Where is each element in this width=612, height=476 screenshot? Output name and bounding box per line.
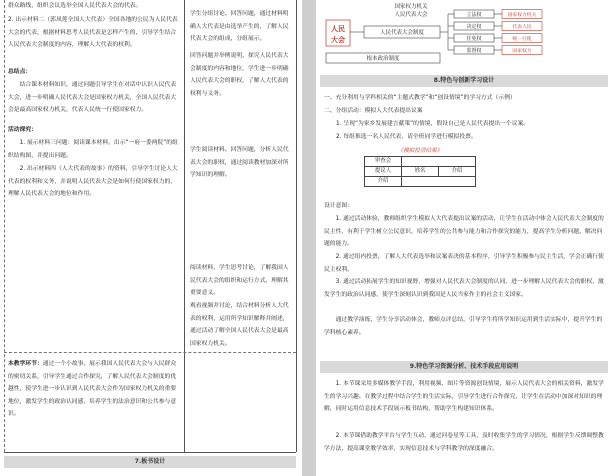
- design-heading: 设计意图：: [324, 203, 353, 209]
- diagram-power-3: [448, 34, 494, 42]
- student-activity-4: 阅读材料，学生思考讨论，了解我国人民代表大会的组织和运行方式，理解其重要意义。: [190, 265, 289, 296]
- table-cell: 姓名: [402, 167, 439, 177]
- table-right-border: [296, 0, 297, 452]
- table-row: [365, 157, 476, 167]
- table-left-border: [4, 0, 5, 452]
- table-column-divider: [184, 0, 185, 452]
- student-activity-2: 回答问题并举例说明，探究人民代表大会制度的内容和地位，学生进一步明确人民代表大会的职权，了解人大代表的权利与义务。: [190, 53, 289, 97]
- diagram-right-label: 国家权力机关: [507, 13, 537, 18]
- diagram-power-label: 任免权: [466, 36, 482, 42]
- diagram-power-label: 立法权: [466, 12, 482, 18]
- table-row: [365, 177, 476, 187]
- student-activity-5: 观看视频并讨论，结合材料分析人大代表的权利，运用所学知识解释并阐述，通过活动了解全国人民代表大会是最高国家权力机关。: [190, 303, 289, 347]
- vote-table: [364, 146, 476, 187]
- section-8-bar: 8.特色与创新学习设计: [320, 75, 608, 87]
- table-cell: 介绍: [439, 167, 476, 177]
- diagram-subtitle: 人民代表大会: [394, 12, 428, 18]
- diagram-power-label: 决定权: [466, 24, 482, 30]
- right-page: [316, 0, 612, 476]
- diagram-power-4: [448, 46, 494, 54]
- design-point-3: 3. 通过活动拓展学生的知识视野，增强对人民代表大会制度的认同，进一步理解人民代表大会的职权，激发学生的政治认同感，使学生深刻认识到我国是人民当家作主的社会主义国家。: [324, 279, 604, 298]
- diagram-title: 国家权力机关: [394, 4, 428, 10]
- teacher-material-2: 2. 出示材料二（郭凤莲全国人大代表）全国各地的公民为人民代表大会的代表，根据材料思考人民代表是怎样产生的，引导学生结合人民代表大会制度的内容，理解人大代表的权利。: [8, 17, 178, 48]
- section-9-bar: 9.特色学习资源分析、技术手段应用说明: [320, 361, 608, 373]
- table-cell: [402, 177, 476, 187]
- student-activity-3: 学生阅读材料、回答问题，分析人民代表大会的职权，通过阅读教材加深对所学知识的理解。: [190, 147, 289, 178]
- diagram-right-box-1: [494, 10, 542, 19]
- diagram-power-2: [448, 22, 494, 30]
- vote-table-title: 《模拟投票结果》: [397, 148, 443, 154]
- diagram-right-label: 代表人民: [512, 25, 532, 30]
- resource-point-2: 2. 本节课借助教学平台与学生互动，通过问卷星等工具，及时收集学生的学习情况，根据学生反馈调整教学方法，提高课堂教学效率，实现信息技术与学科教学的深度融合。: [324, 433, 604, 452]
- table-row: [365, 167, 476, 177]
- section-8-step-2: 2. 每组推选一名人民代表，请全班同学进行模拟投票。: [336, 134, 477, 140]
- diagram-right-label: 国家权力: [512, 49, 532, 54]
- vote-table-grid: [364, 156, 476, 187]
- left-page: [0, 0, 302, 476]
- section-8-line-1: 一、充分利用与学科相关的“主题式教学”和“创设情境”的学习方式（示例）: [324, 95, 516, 101]
- table-cell: 介绍: [365, 177, 402, 187]
- design-point-1: 1. 通过活动体验，教师组织学生模拟人大代表提出议案的活动，让学生在活动中体会人民代表大会制度的民主性，有利于学生树立公民意识，培养学生的公共参与能力和合作探究的能力，提高学生分析问题、解决问题的能力。: [324, 216, 604, 247]
- table-row-divider: [4, 352, 296, 353]
- section-7-bar: 7.板书设计: [4, 456, 296, 468]
- summary-text: 结合课本材料知识，通过问题引导学生在对话中认识人民代表大会，进一步明确人民代表大会是国家权力机关，全国人民代表大会是最高国家权力机关，代表人民统一行使国家权力。: [8, 82, 177, 113]
- section-8-line-2: 二、分组活动：模拟人大代表提出议案: [324, 108, 423, 114]
- design-point-4: 通过教学演练，学生分享活动体会，教师点评总结，引导学生将所学知识运用到生活实际中，提升学生的学科核心素养。: [324, 317, 603, 336]
- summary-heading: 总结点：: [8, 69, 32, 75]
- teacher-top-line: 群众路线，组织会议选举全国人民代表大会的代表。: [8, 3, 142, 9]
- diagram-right-box-3: [494, 34, 542, 43]
- diagram-power-label: 监督权: [466, 48, 482, 54]
- table-cell: 审查会: [365, 157, 402, 167]
- table-cell: 提议人: [365, 167, 402, 177]
- diagram-right-box-2: [494, 22, 542, 31]
- table-cell: [402, 157, 476, 167]
- diagram-left-box-bottom: 大会: [331, 36, 345, 44]
- table-bottom-border: [4, 452, 296, 453]
- diagram-center-label: 人民代表大会制度: [379, 30, 425, 37]
- diagram-right-label: 统一行使: [512, 37, 532, 42]
- reflection-paragraph: [8, 358, 180, 421]
- board-diagram: [316, 0, 610, 68]
- diagram-left-box-top: 人民: [331, 25, 345, 33]
- diagram-right-box-4: [494, 46, 542, 55]
- teacher-activity-2: 2. 出示材料四（人大代表的故事）的资料，引导学生讨论人大代表的权利和义务，并说明人民代表大会是如何行使国家权力的，理解人民代表大会的地位和作用。: [8, 166, 178, 197]
- design-point-2: 2. 通过组内投票，了解人大代表选举和议案表决的基本程序，引导学生积极参与民主生活，学会正确行使民主权利。: [324, 254, 604, 273]
- resource-point-1: 1. 本节课采用多媒体教学手段，利用视频、图片等资源创设情境，展示人民代表大会的相关资料，激发学生的学习兴趣。在教学过程中结合学生的生活实际，引导学生进行合作探究，让学生在活动中加深对知识的理解，同时运用信息技术手段展示板书结构，帮助学生构建知识体系。: [324, 381, 604, 412]
- activity-heading: 活动探究：: [8, 127, 37, 133]
- reflection-text: 通过一个小故事，展示我国人民代表大会与人民群众的密切关系，引导学生通过合作探究，了解人民代表大会制度的优越性，使学生进一步认识到人民代表大会作为国家权力机关的重要地位，激发学生的政治认同感，培养学生的法治意识和公共参与意识。: [8, 361, 177, 417]
- diagram-bottom-label: 根本政治制度: [366, 56, 400, 62]
- diagram-power-1: [448, 10, 494, 18]
- section-8-step-1: 1. 呈现“为家乡发展建言献策”的情境，假设自己是人民代表提出一个议案。: [336, 121, 530, 127]
- reflection-label: 本教学环节：: [8, 361, 43, 367]
- student-activity-1: 学生分组讨论、回答问题，通过材料明确人大代表是由选举产生的，了解人民代表大会的组成，分组展示。: [190, 11, 289, 42]
- teacher-activity-1: 1. 展示材料三问题：阅读课本材料，出示“一府一委两院”的组织结构图，并提出问题。: [8, 140, 178, 159]
